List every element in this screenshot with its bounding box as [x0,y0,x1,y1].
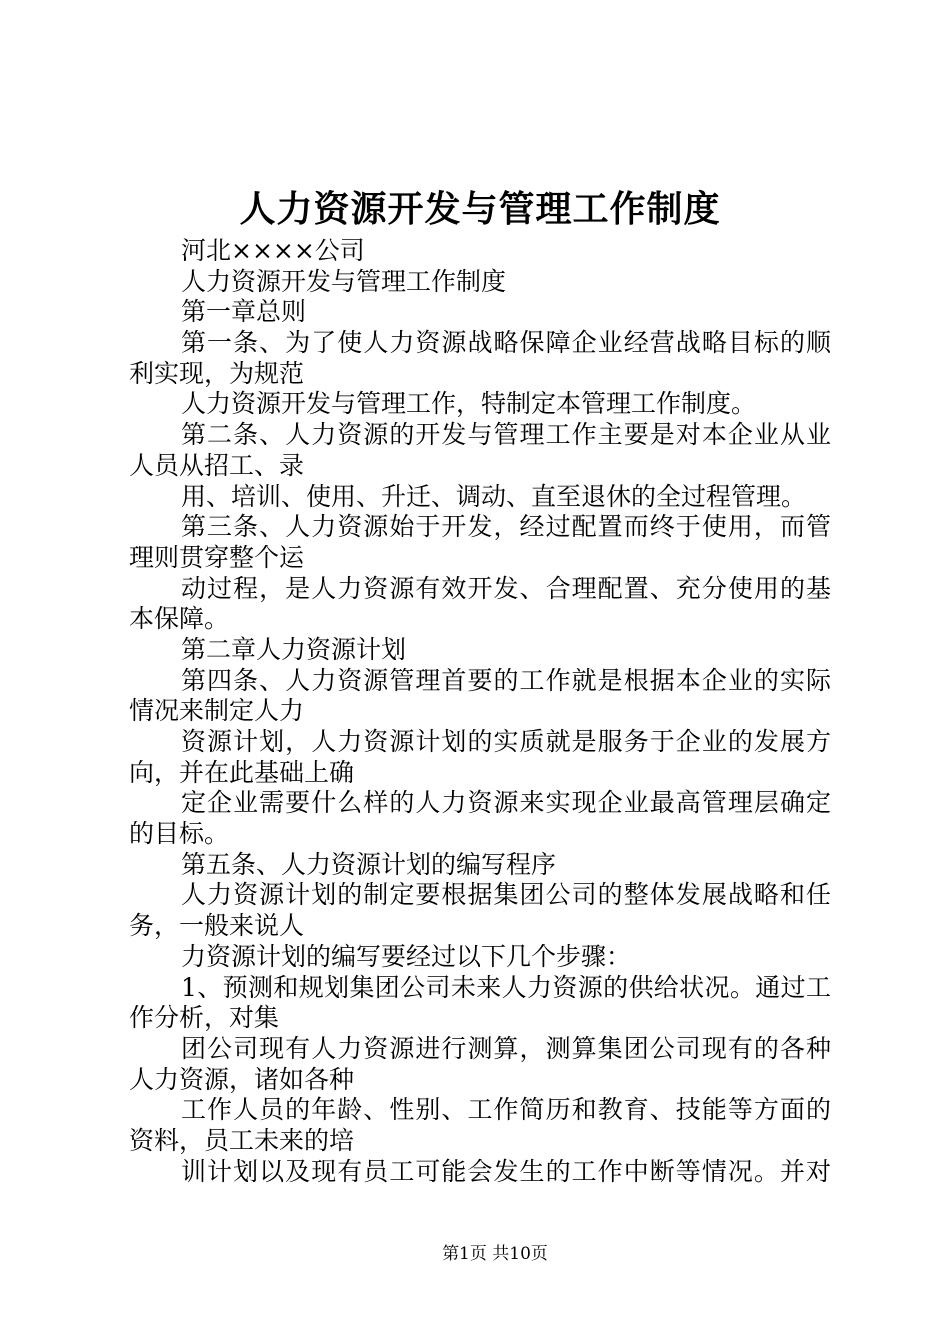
paragraph-line: 的目标。 [129,819,230,849]
paragraph-line: 人力资源，诸如各种 [129,1064,355,1094]
paragraph-line: 利实现，为规范 [129,358,305,388]
paragraph-line: 本保障。 [129,604,230,634]
paragraph-line: 第五条、人力资源计划的编写程序 [181,849,557,879]
paragraph-line: 理则贯穿整个运 [129,542,305,572]
page-footer: 第1页 共10页 [442,1244,548,1264]
paragraph-line: 人力资源计划的制定要根据集团公司的整体发展战略和任 [181,880,831,910]
paragraph-line: 团公司现有人力资源进行测算，测算集团公司现有的各种 [181,1033,831,1063]
paragraph-line: 工作人员的年龄、性别、工作简历和教育、技能等方面的 [181,1095,831,1125]
paragraph-line: 力资源计划的编写要经过以下几个步骤： [181,941,632,971]
paragraph-line: 训计划以及现有员工可能会发生的工作中断等情况。并对 [181,1156,831,1186]
paragraph-line: 向，并在此基础上确 [129,757,355,787]
paragraph-line: 第二章人力资源计划 [181,634,407,664]
paragraph-line: 第三条、人力资源始于开发，经过配置而终于使用，而管 [181,512,831,542]
paragraph-line: 第一章总则 [181,297,307,327]
document-body [129,236,831,1187]
paragraph-line: 人力资源开发与管理工作制度 [181,266,507,296]
paragraph-line: 务，一般来说人 [129,911,305,941]
paragraph-line: 1、预测和规划集团公司未来人力资源的供给状况。通过工 [181,972,831,1002]
paragraph-line: 情况来制定人力 [129,696,305,726]
paragraph-line: 用、培训、使用、升迁、调动、直至退休的全过程管理。 [181,481,807,511]
paragraph-line: 人员从招工、录 [129,450,305,480]
document-title: 人力资源开发与管理工作制度 [239,188,721,230]
paragraph-line: 动过程，是人力资源有效开发、合理配置、充分使用的基 [181,573,831,603]
paragraph-line: 作分析，对集 [129,1003,280,1033]
paragraph-line: 第二条、人力资源的开发与管理工作主要是对本企业从业 [181,420,831,450]
paragraph-line: 人力资源开发与管理工作，特制定本管理工作制度。 [181,389,757,419]
paragraph-line: 定企业需要什么样的人力资源来实现企业最高管理层确定 [181,788,831,818]
paragraph-line: 河北××××公司 [181,236,365,265]
paragraph-line: 第一条、为了使人力资源战略保障企业经营战略目标的顺 [181,328,831,358]
paragraph-line: 资源计划，人力资源计划的实质就是服务于企业的发展方 [181,727,831,756]
paragraph-line: 资料，员工未来的培 [129,1125,355,1155]
paragraph-line: 第四条、人力资源管理首要的工作就是根据本企业的实际 [181,665,831,695]
